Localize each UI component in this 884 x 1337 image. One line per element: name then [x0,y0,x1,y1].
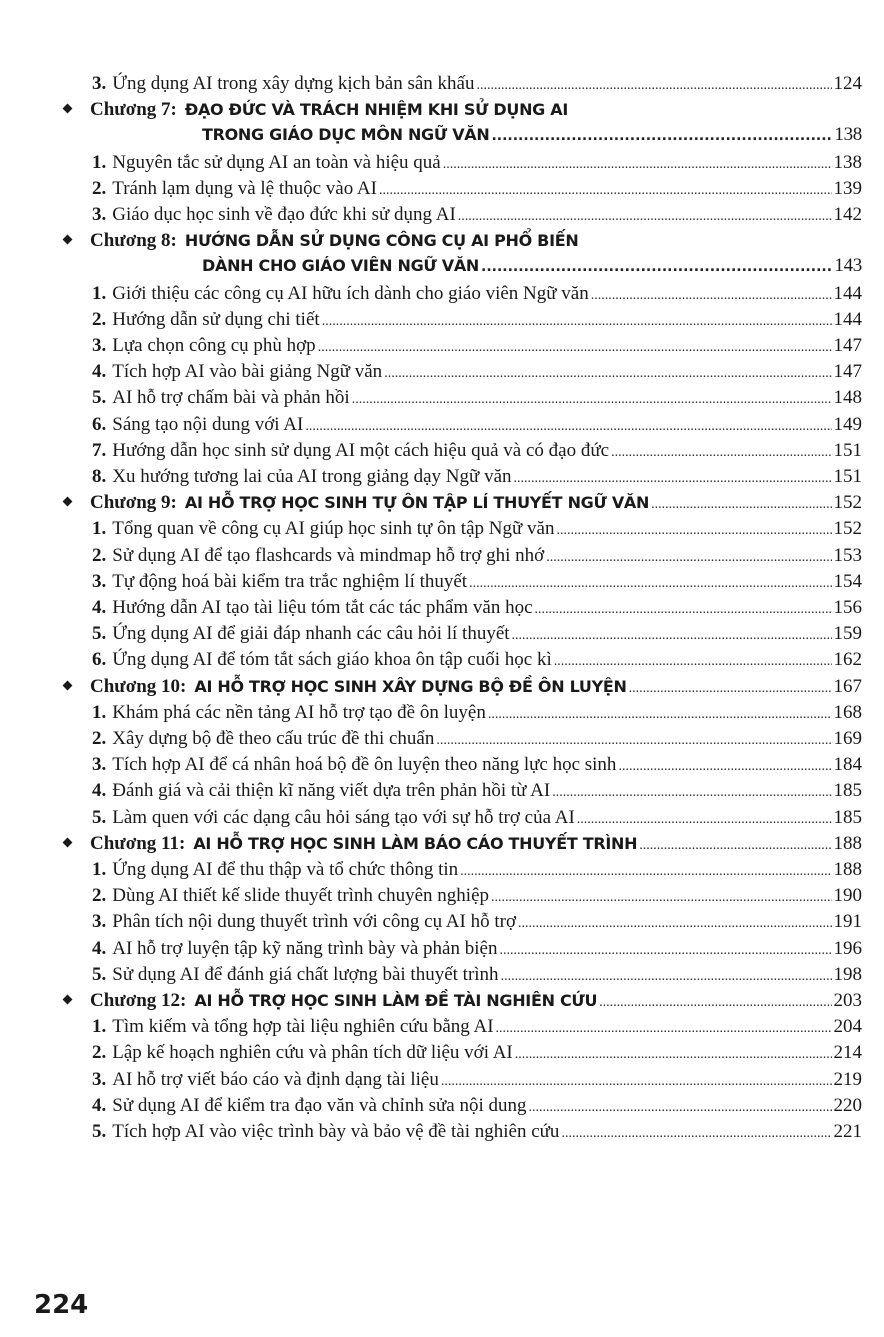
entry-title: AI hỗ trợ viết báo cáo và định dạng tài liệu [112,1068,439,1090]
entry-page: 154 [833,570,862,592]
entry-title: Sử dụng AI để đánh giá chất lượng bài thuyết trình [112,963,499,985]
toc-entry[interactable] [92,1066,862,1093]
chapter-title-continued[interactable] [202,253,862,279]
diamond-bullet-icon [63,680,73,690]
dot-leader [476,72,831,97]
entry-title: Sử dụng AI để tạo flashcards và mindmap hỗ trợ ghi nhớ [112,544,545,566]
entry-title: Hướng dẫn sử dụng chi tiết [112,308,320,330]
entry-page: 153 [833,544,862,566]
diamond-bullet-icon [63,497,73,507]
entry-title: AI hỗ trợ chấm bài và phản hồi [112,387,350,409]
entry-number: 3. [92,204,107,225]
toc-entry[interactable] [92,175,862,202]
entry-title: Lựa chọn công cụ phù hợp [112,335,316,356]
toc-entry[interactable] [92,280,862,307]
toc-entry[interactable] [92,70,862,97]
entry-title: Ứng dụng AI để thu thập và tổ chức thông tin [112,859,459,880]
entry-page: 151 [833,466,862,487]
entry-page: 148 [833,387,862,409]
toc-entry[interactable] [92,568,862,595]
entry-number: 8. [92,466,107,487]
dot-leader [561,1120,831,1145]
entry-number: 3. [92,73,107,94]
entry-number: 2. [92,1042,107,1064]
entry-number: 2. [92,177,107,199]
dot-leader [469,570,831,595]
toc-entry[interactable] [92,961,862,988]
entry-page: 151 [833,439,862,461]
entry-number: 5. [92,1121,107,1142]
entry-page: 219 [833,1068,862,1090]
entry-number: 1. [92,518,107,540]
entry-title: Khám phá các nền tảng AI hỗ trợ tạo đề ôn luyện [112,701,486,723]
chapter-title-continued[interactable] [202,122,862,148]
toc-entry[interactable] [92,1013,862,1040]
chapter-title: HƯỚNG DẪN SỬ DỤNG CÔNG CỤ AI PHỔ BIẾN [184,231,579,251]
entry-number: 4. [92,1094,107,1116]
entry-title: Sáng tạo nội dung với AI [112,413,304,435]
toc-entry[interactable] [92,804,862,831]
entry-number: 2. [92,728,107,749]
entry-title: Sử dụng AI để kiểm tra đạo văn và chỉnh sửa nội dung [112,1094,527,1116]
entry-page: 162 [833,649,862,671]
toc-entry[interactable] [92,594,862,621]
dot-leader [514,465,832,490]
dot-leader [501,963,832,988]
dot-leader [499,937,831,962]
chapter-title: AI HỖ TRỢ HỌC SINH LÀM BÁO CÁO THUYẾT TRÌNH [193,833,638,853]
dot-leader [322,308,832,333]
entry-title: Giới thiệu các công cụ AI hữu ích dành cho giáo viên Ngữ văn [112,282,589,304]
entry-title: Tích hợp AI để cá nhân hoá bộ đề ôn luyện theo năng lực học sinh [112,754,617,776]
dot-leader [556,517,831,542]
entry-number: 5. [92,963,107,985]
chapter-heading[interactable] [90,489,862,516]
entry-title: Tránh lạm dụng và lệ thuộc vào AI [112,177,377,199]
entry-page: 185 [833,780,862,802]
toc-entry[interactable] [92,620,862,647]
entry-page: 204 [833,1016,862,1038]
toc-entry[interactable] [92,1039,862,1066]
entry-title: Tìm kiếm và tổng hợp tài liệu nghiên cứu bằng AI [112,1016,494,1038]
toc-entry[interactable] [92,358,862,385]
toc-entry[interactable] [92,751,862,778]
dot-leader [436,727,831,752]
entry-page: 221 [833,1121,862,1142]
entry-number: 4. [92,780,107,802]
page-number: 224 [34,1290,89,1320]
entry-number: 3. [92,335,107,356]
dot-leader [512,622,832,647]
entry-number: 7. [92,439,107,461]
chapter-title-line2: TRONG GIÁO DỤC MÔN NGỮ VĂN [202,125,490,145]
chapter-title-line2: DÀNH CHO GIÁO VIÊN NGỮ VĂN [202,256,480,276]
diamond-bullet-icon [63,104,73,114]
dot-leader [529,1094,832,1119]
entry-page: 152 [833,518,862,540]
entry-number: 5. [92,806,107,828]
entry-page: 152 [833,492,862,514]
dot-leader [379,177,832,202]
dot-leader [318,334,832,359]
dot-leader [460,858,831,883]
entry-page: 168 [833,701,862,723]
chapter-heading[interactable] [90,830,862,857]
entry-number: 2. [92,544,107,566]
entry-number: 6. [92,649,107,671]
entry-number: 3. [92,911,107,933]
entry-page: 159 [833,623,862,645]
entry-title: Đánh giá và cải thiện kĩ năng viết dựa trên phản hồi từ AI [112,780,551,802]
toc-entry[interactable] [92,463,862,490]
entry-number: 3. [92,754,107,776]
diamond-bullet-icon [63,235,73,245]
entry-number: 5. [92,387,107,409]
dot-leader [599,989,831,1014]
dot-leader [305,413,831,438]
dot-leader [441,1068,832,1093]
entry-page: 144 [833,282,862,304]
toc-entry[interactable] [92,411,862,438]
chapter-title: AI HỖ TRỢ HỌC SINH TỰ ÔN TẬP LÍ THUYẾT NGỮ VĂN [184,493,650,513]
toc-entry[interactable] [92,1118,862,1145]
dot-leader [352,386,832,411]
toc-entry[interactable] [92,332,862,359]
entry-page: 138 [833,151,862,173]
entry-page: 203 [833,990,862,1011]
chapter-label: Chương 7: [90,99,177,121]
dot-leader [577,806,832,831]
entry-title: Hướng dẫn AI tạo tài liệu tóm tắt các tác phẩm văn học [112,597,533,618]
diamond-bullet-icon [63,837,73,847]
entry-title: AI hỗ trợ luyện tập kỹ năng trình bày và phản biện [112,937,498,959]
toc-entry[interactable] [92,856,862,883]
entry-page: 220 [833,1094,862,1116]
dot-leader [629,675,832,700]
entry-number: 5. [92,623,107,645]
dot-leader [443,151,832,176]
entry-number: 4. [92,361,107,383]
entry-page: 214 [833,1042,862,1064]
entry-page: 196 [833,937,862,959]
chapter-heading[interactable] [90,987,862,1014]
entry-page: 184 [833,754,862,776]
entry-number: 1. [92,1016,107,1038]
toc-entry[interactable] [92,437,862,464]
toc-entry[interactable] [92,515,862,542]
toc-entry[interactable] [92,935,862,962]
entry-page: 198 [833,963,862,985]
chapter-heading[interactable] [90,96,862,123]
entry-number: 4. [92,597,107,618]
entry-title: Xu hướng tương lai của AI trong giảng dạy Ngữ văn [112,466,512,487]
entry-title: Giáo dục học sinh về đạo đức khi sử dụng AI [112,204,456,225]
chapter-label: Chương 9: [90,492,177,514]
toc-entry[interactable] [92,306,862,333]
toc-entry[interactable] [92,908,862,935]
dot-leader [552,779,831,804]
toc-entry[interactable] [92,646,862,673]
chapter-label: Chương 12: [90,990,187,1011]
dot-leader [491,884,831,909]
entry-page: 185 [833,806,862,828]
entry-title: Tự động hoá bài kiểm tra trắc nghiệm lí thuyết [112,570,468,592]
entry-number: 2. [92,885,107,907]
toc-entry[interactable] [92,699,862,726]
dot-leader [639,832,831,857]
entry-number: 3. [92,570,107,592]
chapter-heading[interactable] [90,673,862,700]
entry-title: Nguyên tắc sử dụng AI an toàn và hiệu quả [112,151,441,173]
entry-page: 190 [833,885,862,907]
dot-leader [481,254,832,279]
entry-title: Ứng dụng AI để giải đáp nhanh các câu hỏi lí thuyết [112,623,510,645]
entry-number: 1. [92,151,107,173]
entry-number: 1. [92,282,107,304]
chapter-label: Chương 10: [90,675,187,697]
dot-leader [535,596,832,621]
entry-title: Ứng dụng AI trong xây dựng kịch bản sân khấu [112,73,475,94]
entry-number: 1. [92,701,107,723]
toc-entry[interactable] [92,542,862,569]
dot-leader [611,439,831,464]
entry-title: Lập kế hoạch nghiên cứu và phân tích dữ liệu với AI [112,1042,513,1064]
dot-leader [651,491,831,516]
dot-leader [458,203,832,228]
entry-page: 147 [833,335,862,356]
entry-page: 169 [833,728,862,749]
chapter-title: AI HỖ TRỢ HỌC SINH LÀM ĐỀ TÀI NGHIÊN CỨU [194,991,598,1010]
toc-entry[interactable] [92,725,862,752]
entry-title: Làm quen với các dạng câu hỏi sáng tạo với sự hỗ trợ của AI [112,806,575,828]
entry-title: Ứng dụng AI để tóm tắt sách giáo khoa ôn tập cuối học kì [112,649,552,671]
entry-title: Tích hợp AI vào bài giảng Ngữ văn [112,361,383,383]
entry-number: 2. [92,308,107,330]
entry-page: 156 [833,597,862,618]
chapter-title: ĐẠO ĐỨC VÀ TRÁCH NHIỆM KHI SỬ DỤNG AI [184,100,569,120]
chapter-title: AI HỖ TRỢ HỌC SINH XÂY DỰNG BỘ ĐỀ ÔN LUYỆN [194,676,627,696]
entry-number: 3. [92,1068,107,1090]
entry-page: 143 [834,255,862,277]
entry-title: Tích hợp AI vào việc trình bày và bảo vệ đề tài nghiên cứu [112,1121,560,1142]
entry-page: 139 [833,177,862,199]
entry-page: 142 [833,204,862,225]
entry-title: Hướng dẫn học sinh sử dụng AI một cách hiệu quả và có đạo đức [112,439,610,461]
entry-page: 191 [833,911,862,933]
dot-leader [384,360,831,385]
entry-title: Phân tích nội dung thuyết trình với công cụ AI hỗ trợ [112,911,516,933]
toc-entry[interactable] [92,149,862,176]
entry-page: 138 [834,124,862,146]
entry-title: Xây dựng bộ đề theo cấu trúc đề thi chuẩn [112,728,435,749]
entry-page: 188 [833,859,862,880]
entry-page: 188 [833,832,862,854]
entry-number: 1. [92,859,107,880]
dot-leader [515,1041,832,1066]
dot-leader [618,753,831,778]
dot-leader [496,1015,832,1040]
entry-page: 147 [833,361,862,383]
entry-number: 6. [92,413,107,435]
dot-leader [488,701,832,726]
entry-number: 4. [92,937,107,959]
chapter-heading[interactable] [90,227,862,254]
dot-leader [546,544,831,569]
chapter-label: Chương 11: [90,832,186,854]
toc-entry[interactable] [92,777,862,804]
dot-leader [554,648,832,673]
toc-entry[interactable] [92,384,862,411]
dot-leader [591,282,832,307]
entry-page: 144 [833,308,862,330]
dot-leader [491,123,832,148]
entry-page: 149 [833,413,862,435]
entry-page: 124 [833,73,862,94]
diamond-bullet-icon [63,995,73,1005]
chapter-label: Chương 8: [90,230,177,252]
entry-page: 167 [833,675,862,697]
toc-entry[interactable] [92,201,862,228]
entry-title: Tổng quan về công cụ AI giúp học sinh tự ôn tập Ngữ văn [112,518,555,540]
toc-entry[interactable] [92,1092,862,1119]
dot-leader [518,910,832,935]
entry-title: Dùng AI thiết kế slide thuyết trình chuyên nghiệp [112,885,490,907]
toc-entry[interactable] [92,882,862,909]
